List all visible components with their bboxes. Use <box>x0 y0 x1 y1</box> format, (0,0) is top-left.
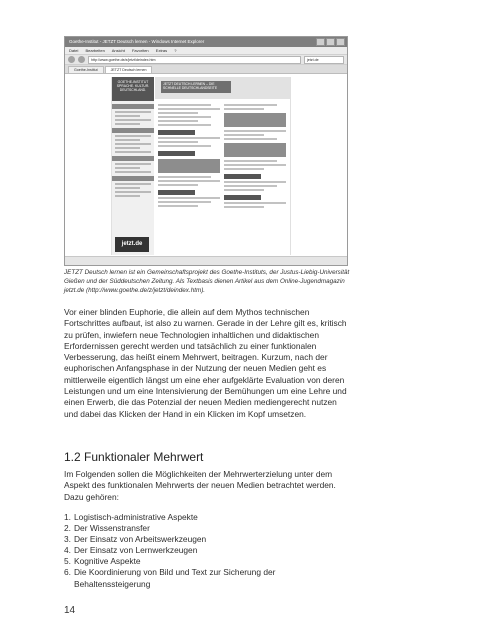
text-line <box>158 116 211 118</box>
list-text: Der Wissenstransfer <box>74 523 150 534</box>
block-heading <box>224 195 261 200</box>
sidebar-line <box>115 151 151 153</box>
goethe-logo: GOETHE-INSTITUT SPRACHE. KULTUR. DEUTSCHLAND. <box>112 77 154 101</box>
list-text: Der Einsatz von Arbeitswerkzeugen <box>74 534 207 545</box>
browser-tab: Goethe-Institut <box>68 66 104 73</box>
browser-title-bar <box>65 37 347 47</box>
close-icon <box>336 38 345 46</box>
sidebar-line <box>115 191 151 193</box>
site-banner <box>155 77 290 99</box>
sidebar-line <box>115 115 140 117</box>
text-line <box>224 134 264 136</box>
article-image <box>224 113 286 127</box>
menu-item: Extras <box>155 48 168 53</box>
back-icon <box>68 56 75 63</box>
section-intro: Im Folgenden sollen die Möglichkeiten der Mehrwerterzielung unter dem Aspekt des funktionalen Mehrwerts der neuen Medien betrachtet werden. Dazu gehören: <box>64 469 336 502</box>
text-line <box>224 130 286 132</box>
text-line <box>158 120 198 122</box>
text-line <box>224 181 286 183</box>
list-number: 6. <box>64 567 71 578</box>
text-line <box>158 104 211 106</box>
text-line <box>224 185 277 187</box>
url-field: http://www.goethe.de/z/jetzt/deindex.htm <box>88 56 301 64</box>
figure-caption: JETZT Deutsch lernen ist ein Gemeinschaftsprojekt des Goethe-Instituts, der Justus-Liebig-Universität Gießen und der Süddeutschen Zeitung. Als Textbasis dienen Artikel aus dem Online-Jugendmagazin jetzt.de (http://www.goethe.de/z/jetzt/deindex.htm). <box>64 269 350 294</box>
block-heading <box>158 151 195 156</box>
list-number: 2. <box>64 523 71 534</box>
text-line <box>158 145 211 147</box>
sidebar-line <box>115 163 151 165</box>
browser-address-bar <box>65 55 347 65</box>
section-heading: 1.2 Funktionaler Mehrwert <box>64 450 204 464</box>
sidebar-line <box>115 147 140 149</box>
sidebar-header <box>112 104 154 109</box>
list-number: 1. <box>64 512 71 522</box>
block-heading <box>224 174 261 179</box>
sidebar-line <box>115 187 140 189</box>
text-line <box>158 112 198 114</box>
list-text: Der Einsatz von Lernwerkzeugen <box>74 545 198 556</box>
list-item <box>64 567 350 589</box>
body-paragraph: Vor einer blinden Euphorie, die allein auf dem Mythos technischen Fortschrittes aufbaut, ist also zu warnen. Gerade in der Lehre gilt es, kritisch zu prüfen, inwiefern neue Technologien inhaltlichen und didaktischen Erfordernissen gerecht werden und tatsächlich zu einer funktionalen Verbesserung, das heißt einem Mehrwert, beitragen. Kurzum, nach der euphorischen Anfangsphase in der Nutzung der neuen Medien geht es mittlerweile eigentlich längst um eine eher aufgeklärte Evaluation von deren Leistungen und um eine Intensivierung der Bemühungen um eine Lehre und einen Erwerb, die das Potenzial der neuen Medien mediengerecht nutzen und dabei das Klicken der Hand in ein Klicken im Kopf umsetzen. <box>64 307 347 419</box>
list-item <box>64 523 350 534</box>
text-line <box>224 202 286 204</box>
text-line <box>158 205 198 207</box>
sidebar-header <box>112 176 154 181</box>
block-heading <box>158 130 195 135</box>
site-right-column <box>224 102 286 255</box>
site-sidebar <box>112 77 154 255</box>
sidebar-line <box>115 119 151 121</box>
sidebar-line <box>115 183 151 185</box>
text-line <box>158 176 211 178</box>
article-image <box>224 143 286 157</box>
sidebar-line <box>115 111 151 113</box>
page-number: 14 <box>64 605 76 616</box>
sidebar-line <box>115 123 140 125</box>
sidebar-line <box>115 143 151 145</box>
text-line <box>224 108 264 110</box>
browser-content-area <box>65 74 347 257</box>
list-item <box>64 534 350 545</box>
list-item <box>64 556 350 567</box>
sidebar-line <box>115 135 151 137</box>
jetzt-logo: jetzt.de <box>115 237 149 252</box>
article-image <box>158 159 220 173</box>
maximize-icon <box>326 38 335 46</box>
browser-tab-active: JETZT Deutsch lernen <box>105 66 153 73</box>
sidebar-header <box>112 156 154 161</box>
text-line <box>158 124 211 126</box>
list-item <box>64 545 350 556</box>
website-screenshot-figure <box>64 36 348 266</box>
text-line <box>158 180 220 182</box>
sidebar-line <box>115 195 140 197</box>
aspect-list <box>64 512 350 590</box>
jetzt-website <box>111 77 291 255</box>
list-number: 4. <box>64 545 71 556</box>
menu-item: Favoriten <box>131 48 149 53</box>
block-heading <box>158 190 195 195</box>
text-line <box>158 184 198 186</box>
text-line <box>224 104 277 106</box>
text-line <box>224 138 277 140</box>
text-line <box>224 206 264 208</box>
browser-window-title: Goethe-Institut - JETZT Deutsch lernen - Windows Internet Explorer <box>69 39 205 44</box>
sidebar-header <box>112 128 154 133</box>
menu-item: Bearbeiten <box>85 48 105 53</box>
sidebar-line <box>115 167 140 169</box>
text-line <box>158 201 211 203</box>
browser-search-field: jetzt.de <box>304 56 344 64</box>
forward-icon <box>78 56 85 63</box>
list-text: Die Koordinierung von Bild und Text zur Sicherung der Behaltenssteigerung <box>74 567 276 589</box>
browser-status-bar <box>65 256 347 265</box>
text-line <box>158 197 220 199</box>
banner-title: JETZT DEUTSCH LERNEN – DIE SCHNELLE DEUTSCHLANDSEITE <box>161 81 231 93</box>
browser-tab-bar <box>65 65 347 74</box>
menu-item: ? <box>174 48 177 53</box>
list-number: 5. <box>64 556 71 567</box>
sidebar-line <box>115 171 151 173</box>
minimize-icon <box>316 38 325 46</box>
site-middle-column <box>158 102 220 255</box>
menu-item: Ansicht <box>111 48 125 53</box>
list-item <box>64 512 350 523</box>
text-line <box>158 108 220 110</box>
list-text: Kognitive Aspekte <box>74 556 141 567</box>
menu-item: Datei <box>69 48 79 53</box>
window-controls <box>316 38 345 46</box>
list-text: Logistisch-administrative Aspekte <box>74 512 198 522</box>
text-line <box>224 189 264 191</box>
browser-menu-bar <box>65 47 347 55</box>
text-line <box>224 168 264 170</box>
text-line <box>224 164 286 166</box>
sidebar-line <box>115 139 140 141</box>
list-number: 3. <box>64 534 71 545</box>
text-line <box>224 160 277 162</box>
text-line <box>158 137 220 139</box>
text-line <box>158 141 198 143</box>
